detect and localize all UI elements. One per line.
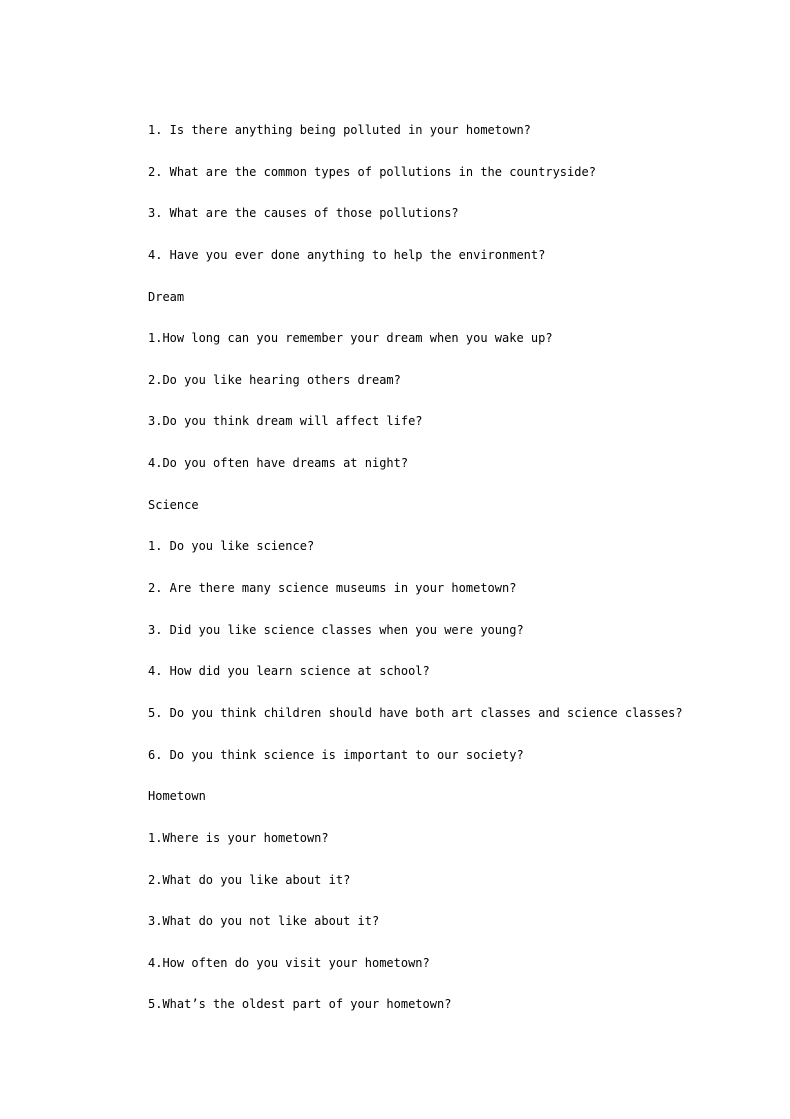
question-list [148, 121, 748, 1037]
question-pollution-2: 2. What are the common types of pollutions in the countryside? [148, 164, 596, 179]
question-dream-3: 3.Do you think dream will affect life? [148, 414, 423, 429]
question-hometown-1: 1.Where is your hometown? [148, 830, 329, 845]
question-science-6: 6. Do you think science is important to our society? [148, 747, 524, 762]
question-science-3: 3. Did you like science classes when you were young? [148, 622, 524, 637]
section-heading-hometown: Hometown [148, 789, 206, 804]
question-dream-4: 4.Do you often have dreams at night? [148, 456, 409, 471]
question-hometown-3: 3.What do you not like about it? [148, 914, 380, 929]
section-heading-dream: Dream [148, 289, 185, 304]
question-pollution-1: 1. Is there anything being polluted in your hometown? [148, 123, 531, 137]
section-heading-science: Science [148, 497, 199, 512]
question-science-5: 5. Do you think children should have both art classes and science classes? [148, 705, 683, 720]
question-dream-1: 1.How long can you remember your dream when you wake up? [148, 331, 553, 346]
question-hometown-4: 4.How often do you visit your hometown? [148, 955, 430, 970]
question-pollution-4: 4. Have you ever done anything to help the environment? [148, 247, 546, 262]
question-dream-2: 2.Do you like hearing others dream? [148, 372, 401, 387]
question-hometown-2: 2.What do you like about it? [148, 872, 351, 887]
question-science-1: 1. Do you like science? [148, 539, 315, 554]
question-science-4: 4. How did you learn science at school? [148, 664, 430, 679]
question-pollution-3: 3. What are the causes of those pollutions? [148, 206, 459, 221]
question-hometown-5: 5.What’s the oldest part of your hometown? [148, 997, 452, 1012]
question-science-2: 2. Are there many science museums in your hometown? [148, 581, 517, 596]
